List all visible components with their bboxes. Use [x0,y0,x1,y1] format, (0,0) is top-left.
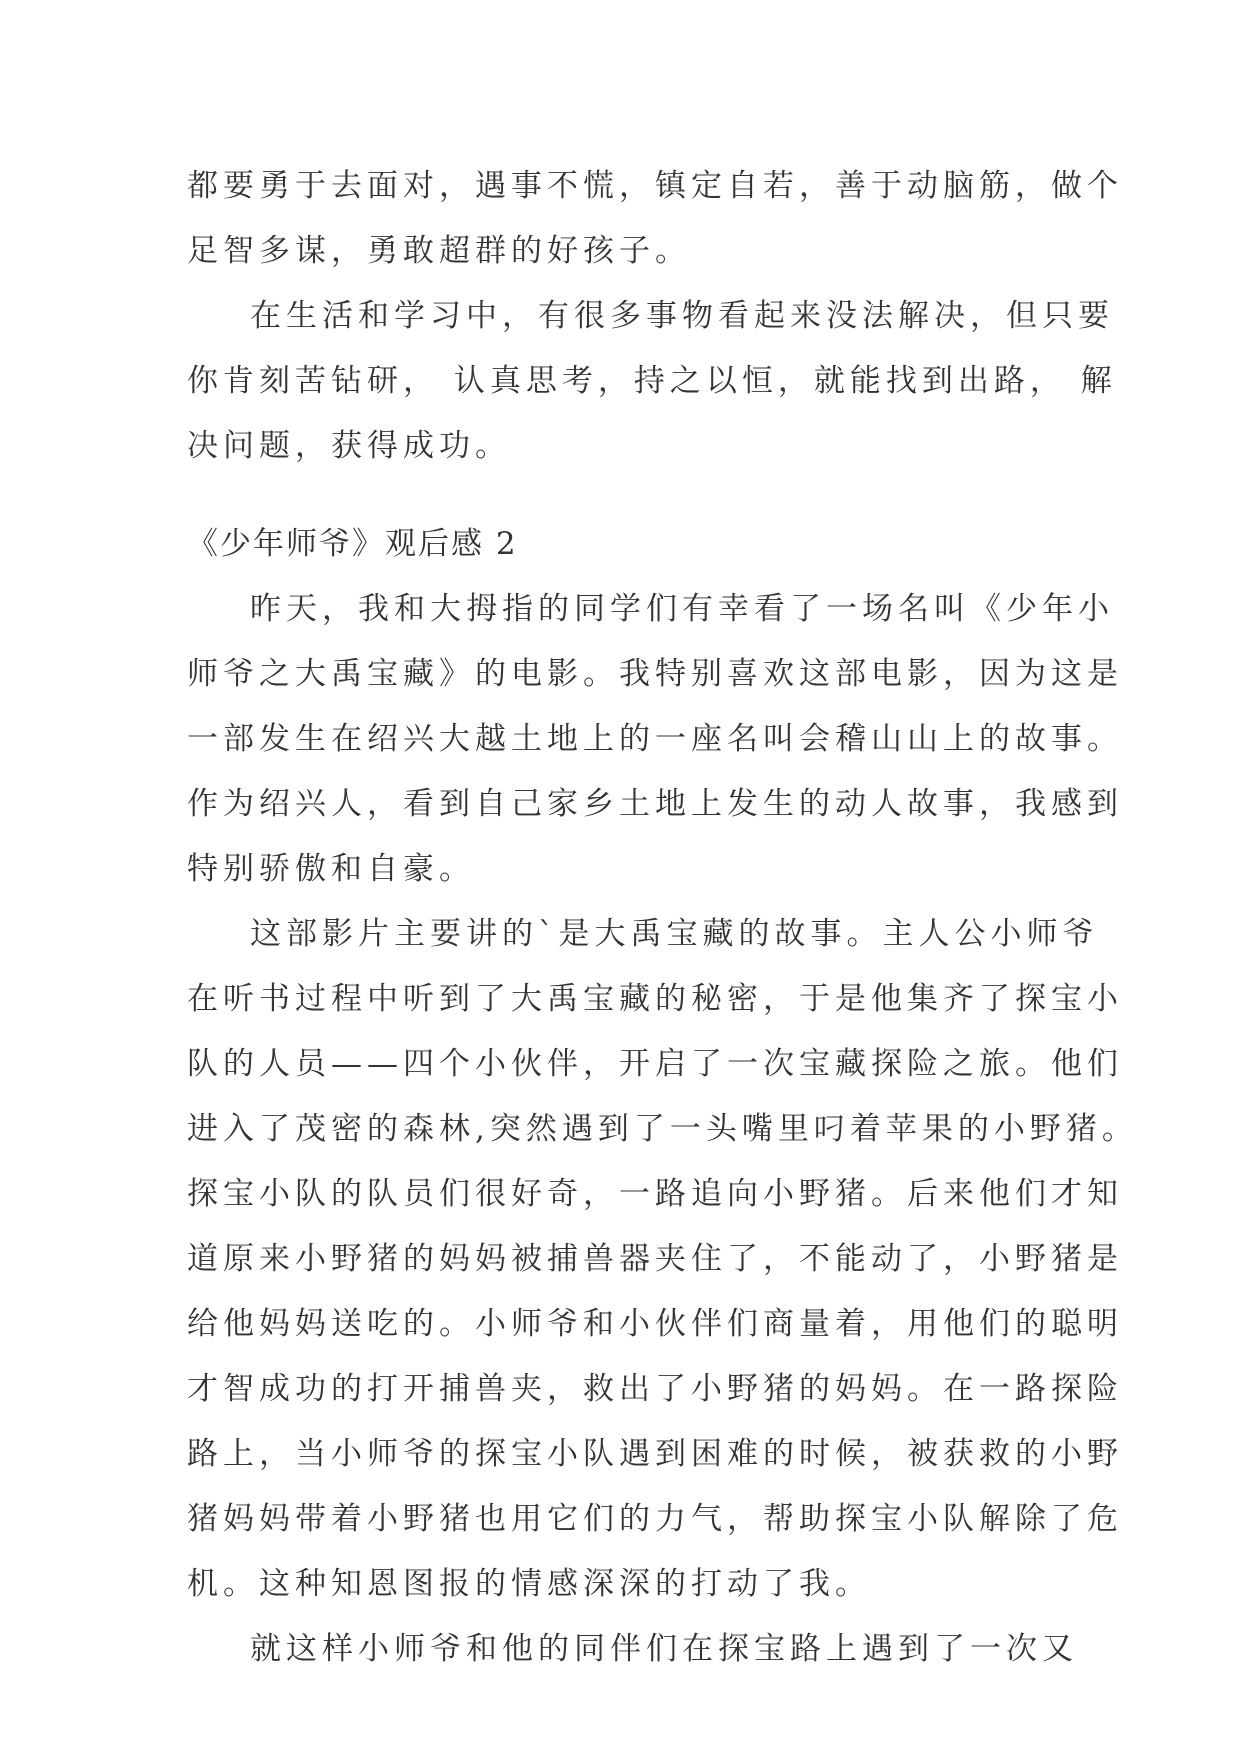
text-line: 师爷之大禹宝藏》的电影。我特别喜欢这部电影，因为这是 [187,656,1123,692]
text-line: 探宝小队的队员们很好奇，一路追向小野猪。后来他们才知 [187,1176,1123,1212]
paragraph-start: 在生活和学习中，有很多事物看起来没法解决，但只要 [250,298,1114,334]
text-line: 足智多谋，勇敢超群的好孩子。 [187,233,691,269]
section-title: 《少年师爷》观后感 2 [187,526,518,562]
text-line: 在听书过程中听到了大禹宝藏的秘密，于是他集齐了探宝小 [187,981,1123,1017]
text-line: 猪妈妈带着小野猪也用它们的力气，帮助探宝小队解除了危 [187,1501,1123,1537]
text-line: 特别骄傲和自豪。 [187,851,475,887]
text-line: 都要勇于去面对，遇事不慌，镇定自若，善于动脑筋，做个 [187,168,1123,204]
text-line: 决问题，获得成功。 [187,428,511,464]
paragraph-start: 就这样小师爷和他的同伴们在探宝路上遇到了一次又 [250,1631,1078,1667]
paragraph-start: 这部影片主要讲的`是大禹宝藏的故事。主人公小师爷 [250,916,1099,952]
text-line: 你肯刻苦钻研， 认真思考，持之以恒，就能找到出路， 解 [187,363,1117,399]
text-line: 队的人员——四个小伙伴，开启了一次宝藏探险之旅。他们 [187,1046,1123,1082]
text-line: 一部发生在绍兴大越土地上的一座名叫会稽山山上的故事。 [187,721,1123,757]
text-line: 才智成功的打开捕兽夹，救出了小野猪的妈妈。在一路探险 [187,1371,1123,1407]
paragraph-start: 昨天，我和大拇指的同学们有幸看了一场名叫《少年小 [250,591,1114,627]
text-line: 道原来小野猪的妈妈被捕兽器夹住了，不能动了，小野猪是 [187,1241,1123,1277]
text-line: 进入了茂密的森林,突然遇到了一头嘴里叼着苹果的小野猪。 [187,1111,1138,1147]
text-line: 机。这种知恩图报的情感深深的打动了我。 [187,1566,871,1602]
text-line: 路上，当小师爷的探宝小队遇到困难的时候，被获救的小野 [187,1436,1123,1472]
text-line: 给他妈妈送吃的。小师爷和小伙伴们商量着，用他们的聪明 [187,1306,1123,1342]
text-line: 作为绍兴人，看到自己家乡土地上发生的动人故事，我感到 [187,786,1123,822]
